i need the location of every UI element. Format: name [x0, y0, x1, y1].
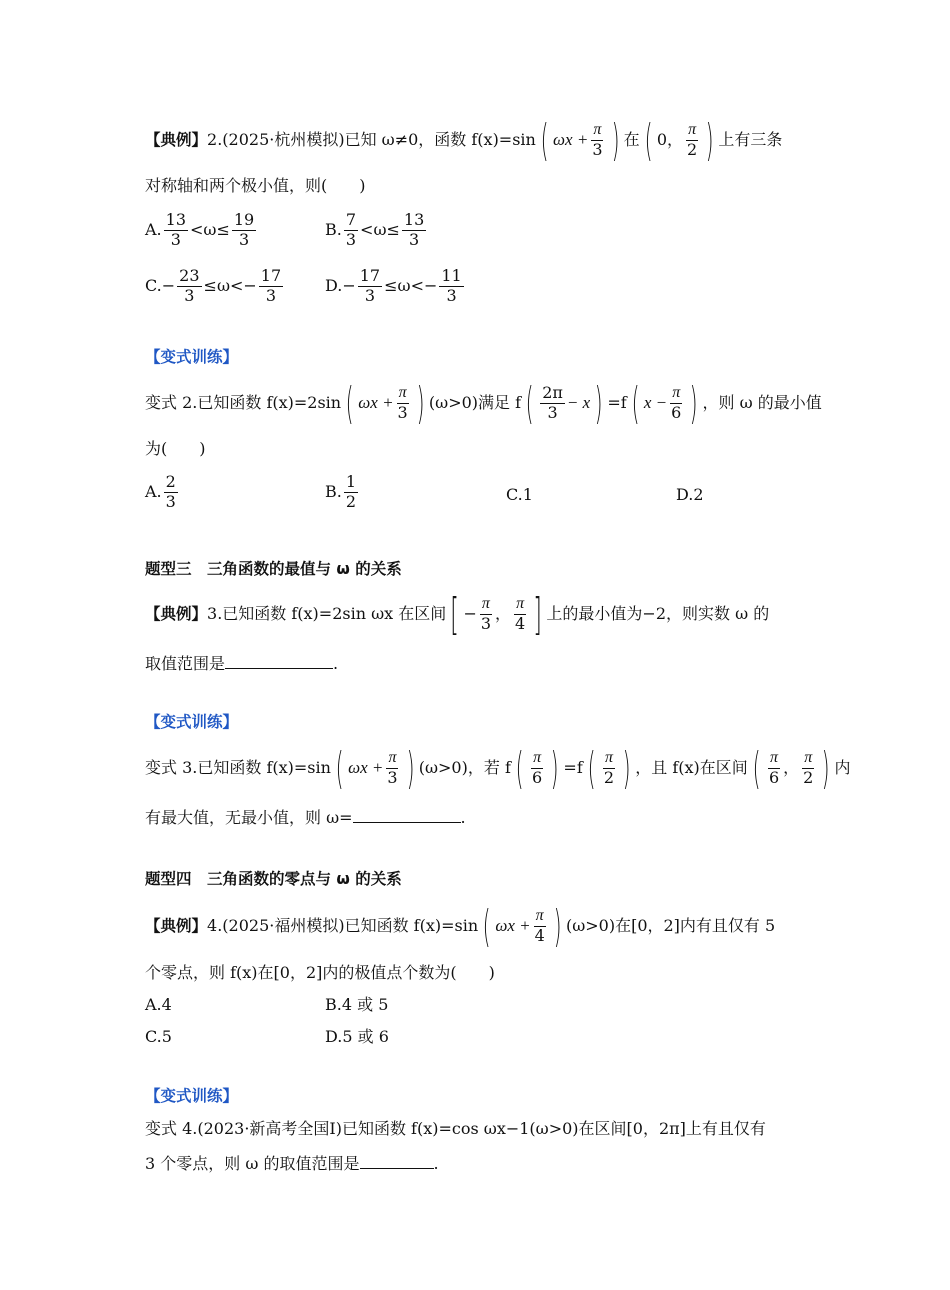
variant4-line2: 3 个零点，则 ω 的取值范围是 . — [145, 1154, 439, 1173]
example2-option-d: D.− $\frac{17}{3}$ ≤ω<− $\frac{11}{3}$ — [325, 266, 462, 305]
variant3-line2: 有最大值，无最小值，则 ω= . — [145, 808, 466, 827]
answer-blank[interactable] — [353, 808, 461, 823]
variant2-option-d: D.2 — [676, 485, 704, 504]
example2-option-b: B. $\frac{7}{3}$ <ω≤ $\frac{13}{3}$ — [325, 210, 425, 249]
paren-left: ( — [644, 114, 653, 166]
example4-option-b: B.4 或 5 — [325, 995, 389, 1014]
variant2-line2: 为( ) — [145, 439, 206, 458]
variant-tag: 【变式训练】 — [145, 348, 239, 366]
paren-left: ( — [540, 114, 549, 166]
section-heading-type3: 题型三 三角函数的最值与 ω 的关系 — [145, 560, 402, 578]
example2-option-c: C.− $\frac{23}{3}$ ≤ω<− $\frac{17}{3}$ — [145, 266, 282, 305]
example4-option-d: D.5 或 6 — [325, 1027, 389, 1046]
variant3-line1: 变式 3.已知函数 f(x)=sin ( ωx + $\frac{\pi}{3}$ ) (ω>0)，若 f ( $\frac{\pi}{6}$ ) =f ( $\frac{\pi}{2}$ ) ，且 f(x)在区间 ( $\frac{\pi}{6}$ ， $\frac{\pi}{2}$ ) 内 — [145, 742, 851, 794]
variant2-line1: 变式 2.已知函数 f(x)=2sin ( ωx + $\frac{\pi}{3}$ ) (ω>0)满足 f ( $\frac{2\pi}{3}$ − x ) =f ( x − $\frac{\pi}{6}$ ) ，则 ω 的最小值 — [145, 377, 822, 429]
answer-blank[interactable] — [225, 654, 333, 669]
variant2-option-a: A. $\frac{2}{3}$ — [145, 472, 176, 511]
example2-stem: 2.(2025·杭州模拟)已知 ω≠0，函数 f(x)=sin — [207, 129, 536, 149]
variant-tag: 【变式训练】 — [145, 713, 239, 731]
example3-line1: 【典例】3.已知函数 f(x)=2sin ωx 在区间[ − $\frac{\pi}{3}$ ， $\frac{\pi}{4}$ ] 上的最小值为−2，则实数 ω 的 — [145, 588, 770, 640]
example4-line1: 【典例】4.(2025·福州模拟)已知函数 f(x)=sin ( ωx + $\frac{\pi}{4}$ ) (ω>0)在[0，2]内有且仅有 5 — [145, 900, 776, 952]
example3-line2: 取值范围是 . — [145, 654, 339, 673]
variant2-option-c: C.1 — [506, 485, 533, 504]
paren-right: ) — [611, 114, 619, 166]
fraction: $\frac{\pi}{3}$ — [592, 121, 603, 159]
variant-tag: 【变式训练】 — [145, 1087, 239, 1105]
paren-right: ) — [705, 114, 714, 166]
example2-arg: ωx + — [553, 129, 589, 149]
example2-line2: 对称轴和两个极小值，则( ) — [145, 176, 366, 195]
section-heading-type4: 题型四 三角函数的零点与 ω 的关系 — [145, 870, 402, 888]
example2-option-a: A. $\frac{13}{3}$ <ω≤ $\frac{19}{3}$ — [145, 210, 255, 249]
answer-blank[interactable] — [360, 1154, 434, 1169]
fraction: $\frac{\pi}{2}$ — [687, 121, 698, 159]
variant4-line1: 变式 4.(2023·新高考全国Ⅰ)已知函数 f(x)=cos ωx−1(ω>0)在区间[0，2π]上有且仅有 — [145, 1119, 766, 1138]
example4-option-a: A.4 — [145, 995, 172, 1014]
example-tag: 【典例】 — [145, 130, 208, 149]
variant2-option-b: B. $\frac{1}{2}$ — [325, 472, 357, 511]
example2-line1: 【典例】2.(2025·杭州模拟)已知 ω≠0，函数 f(x)=sin ( ωx + $\frac{\pi}{3}$ ) 在 ( 0， $\frac{\pi}{2}$ ) 上有三条 — [145, 114, 783, 166]
example4-line2: 个零点，则 f(x)在[0，2]内的极值点个数为( ) — [145, 963, 495, 982]
example4-option-c: C.5 — [145, 1027, 172, 1046]
